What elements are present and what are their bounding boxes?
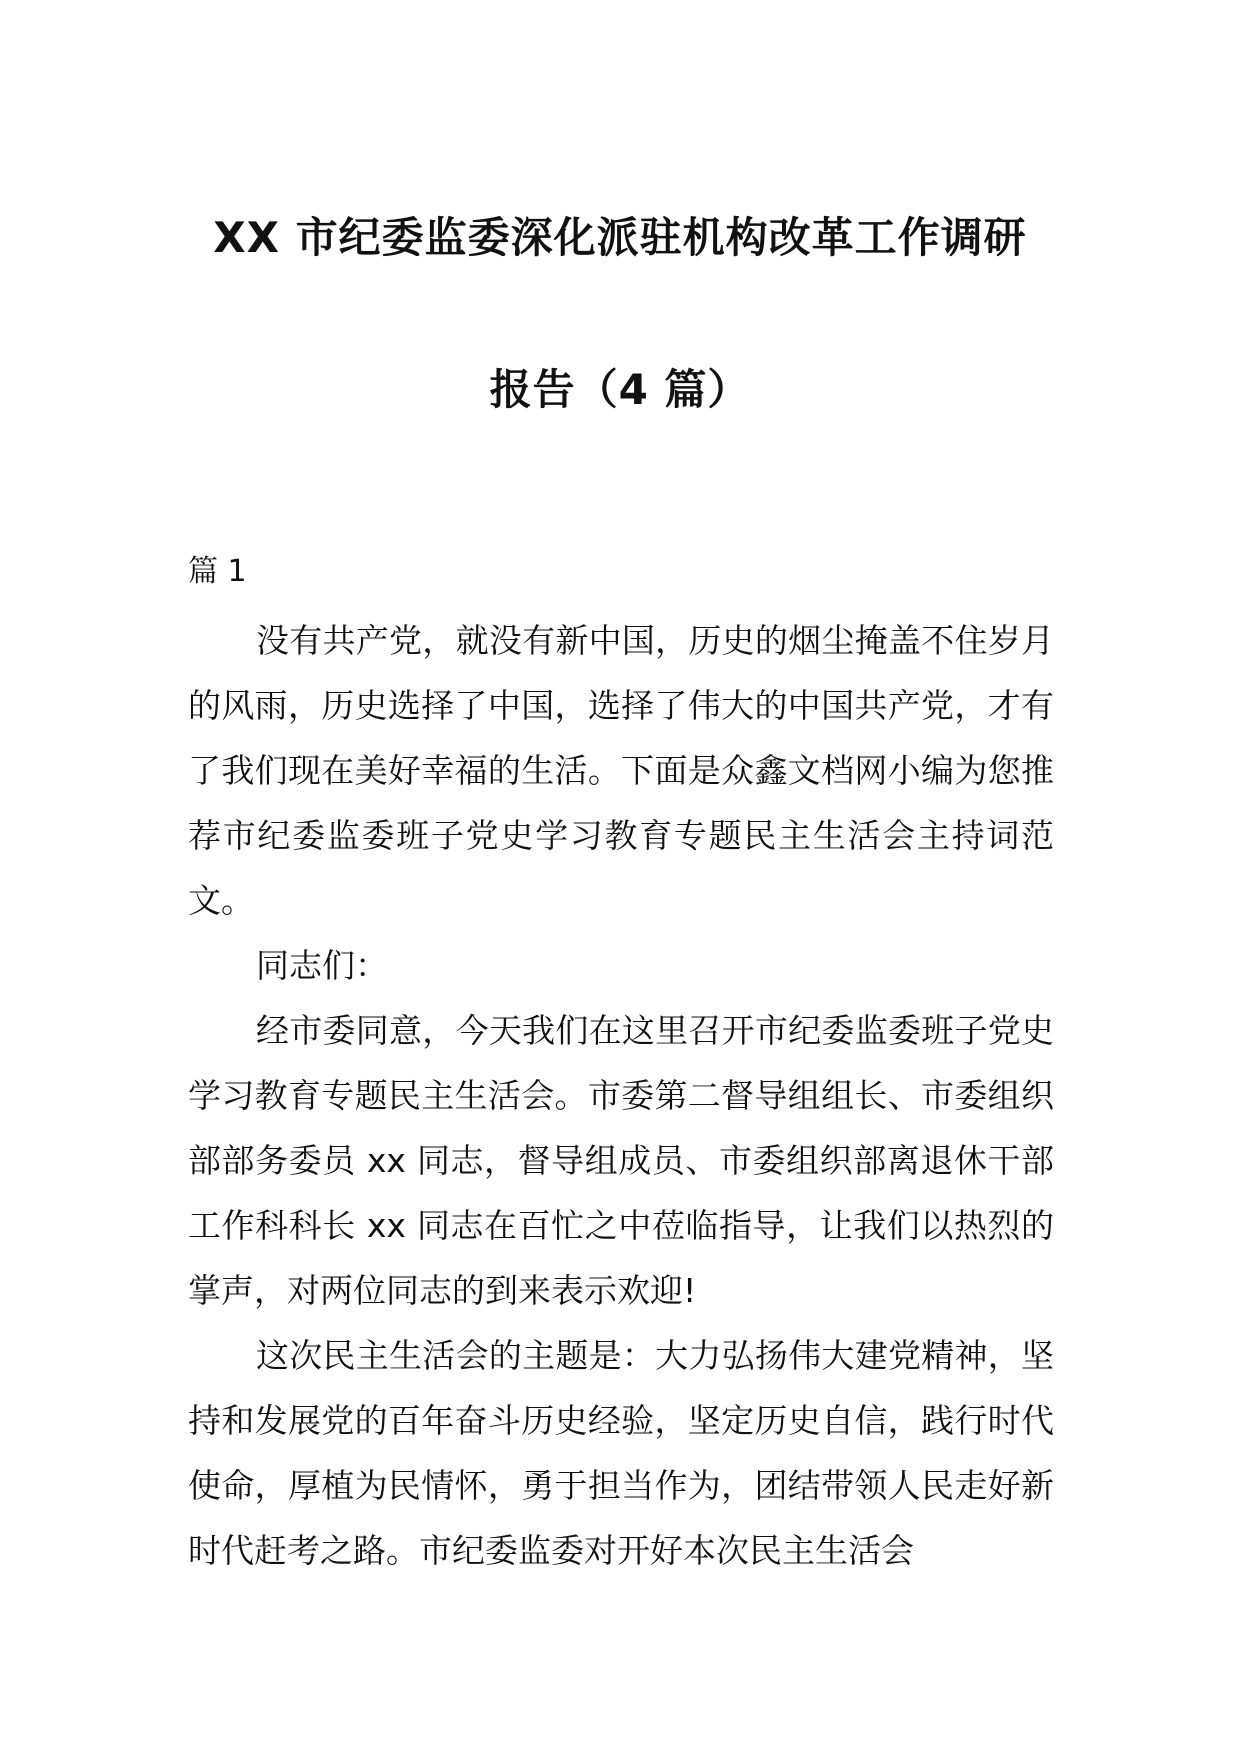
document-title-line-1: XX 市纪委监委深化派驻机构改革工作调研: [213, 213, 1027, 262]
paragraph: 经市委同意，今天我们在这里召开市纪委监委班子党史学习教育专题民主生活会。市委第二督导组组长、市委组织部部务委员 xx 同志，督导组成员、市委组织部离退休干部工作科科长 xx 同志在百忙之中莅临指导，让我们以热烈的掌声，对两位同志的到来表示欢迎!: [188, 1011, 1054, 1310]
paragraph: 没有共产党，就没有新中国，历史的烟尘掩盖不住岁月的风雨，历史选择了中国，选择了伟大的中国共产党，才有了我们现在美好幸福的生活。下面是众鑫文档网小编为您推荐市纪委监委班子党史学习教育专题民主生活会主持词范文。: [188, 621, 1054, 920]
paragraph: 这次民主生活会的主题是：大力弘扬伟大建党精神，坚持和发展党的百年奋斗历史经验，坚定历史自信，践行时代使命，厚植为民情怀，勇于担当作为，团结带领人民走好新时代赶考之路。市纪委监委对开好本次民主生活会: [188, 1336, 1054, 1570]
paragraph: 同志们：: [256, 946, 388, 985]
document-title-line-2: 报告（4 篇）: [489, 365, 751, 414]
document-body: [188, 608, 1054, 1583]
section-label: 篇 1: [188, 554, 247, 589]
